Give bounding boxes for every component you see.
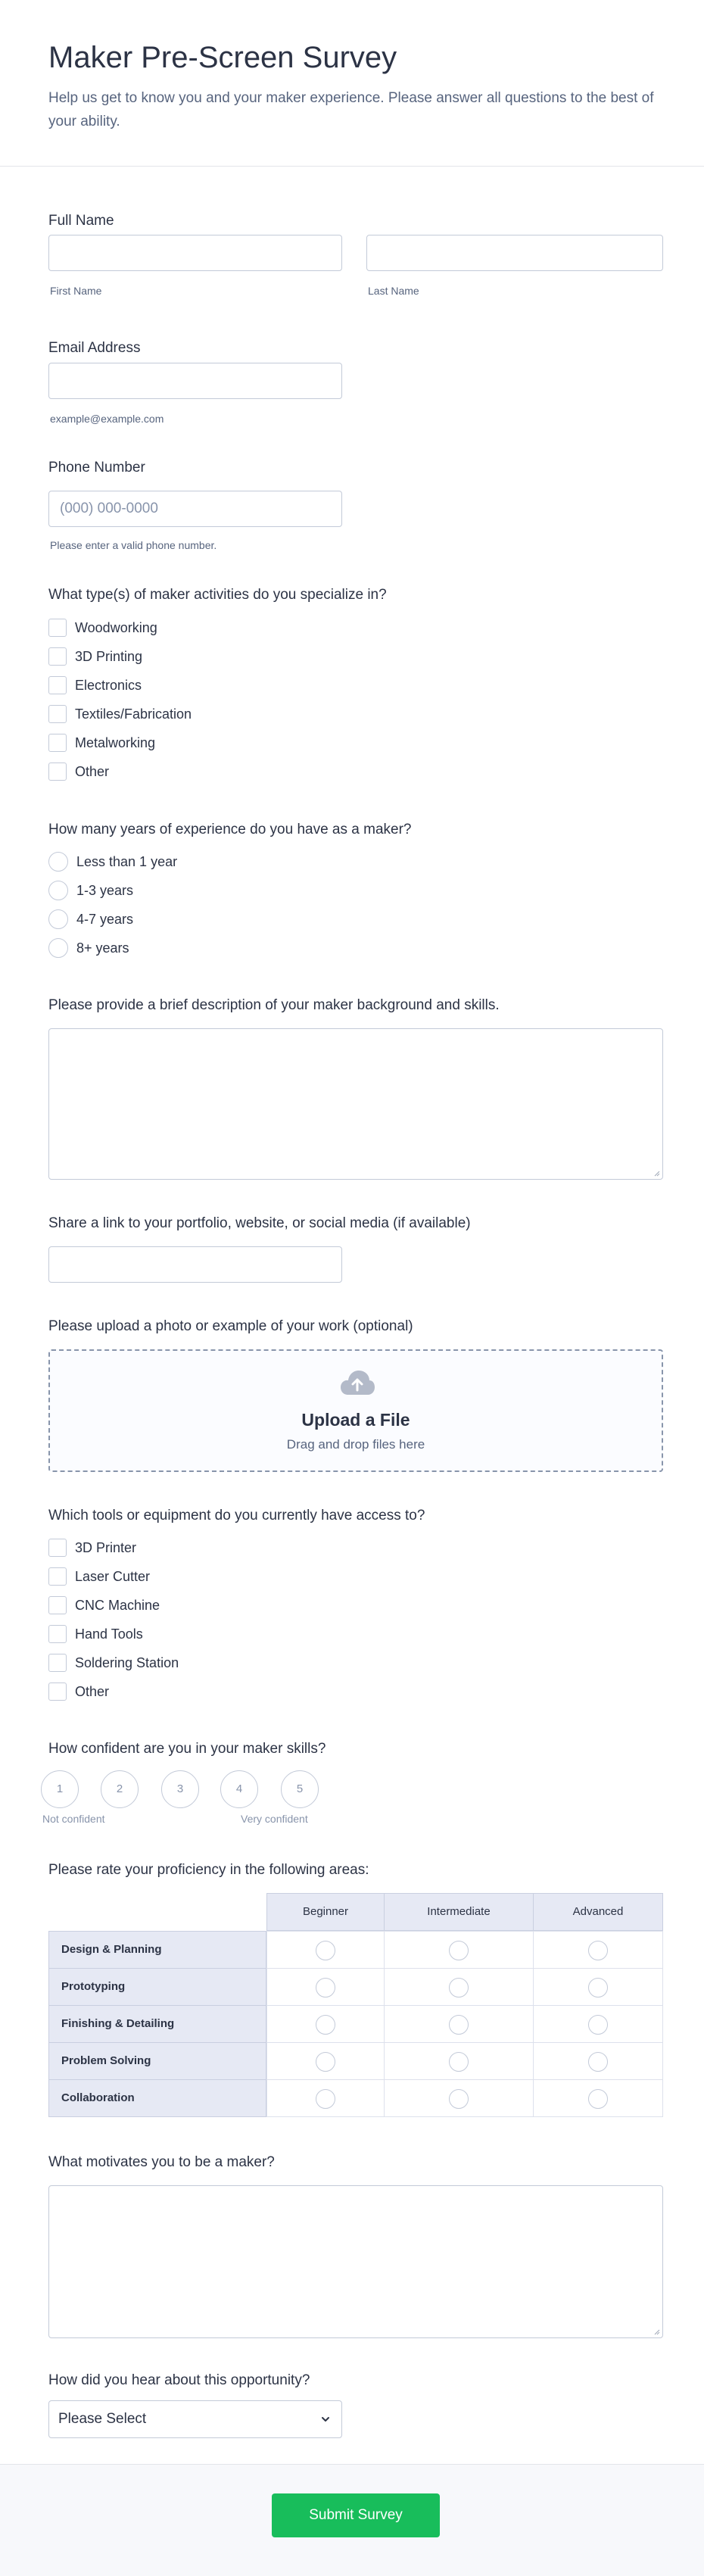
scale-option-1[interactable]: 1: [41, 1770, 79, 1808]
submit-button[interactable]: Submit Survey: [272, 2493, 440, 2537]
activity-option[interactable]: Metalworking: [48, 733, 155, 753]
radio-button[interactable]: [316, 2089, 335, 2109]
tool-option[interactable]: Other: [48, 1682, 109, 1701]
checkbox[interactable]: [48, 1596, 67, 1614]
matrix-column-header: Advanced: [533, 1893, 663, 1931]
page-description: Help us get to know you and your maker experience. Please answer all questions to the best of your ability.: [48, 90, 654, 129]
matrix-cell[interactable]: [266, 1968, 385, 2006]
proficiency-matrix: [48, 1893, 663, 2119]
phone-label: Phone Number: [48, 460, 145, 476]
radio-button[interactable]: [449, 1941, 469, 1960]
checkbox[interactable]: [48, 763, 67, 781]
matrix-row-label: Prototyping: [48, 1968, 266, 2006]
radio-button[interactable]: [316, 2015, 335, 2035]
matrix-cell[interactable]: [266, 2042, 385, 2080]
first-name-sublabel: First Name: [50, 285, 102, 297]
scale-option-3[interactable]: 3: [161, 1770, 199, 1808]
background-textarea[interactable]: [48, 1028, 663, 1180]
form-footer: [0, 2464, 704, 2576]
matrix-cell[interactable]: [533, 2005, 663, 2043]
last-name-sublabel: Last Name: [368, 285, 419, 297]
tool-option[interactable]: 3D Printer: [48, 1538, 136, 1558]
matrix-row-label: Problem Solving: [48, 2042, 266, 2080]
tools-label: Which tools or equipment do you currently have access to?: [48, 1508, 425, 1523]
motivation-label: What motivates you to be a maker?: [48, 2154, 275, 2170]
radio-button[interactable]: [316, 1941, 335, 1960]
source-selected-value: Please Select: [58, 2411, 147, 2427]
phone-sublabel: Please enter a valid phone number.: [50, 539, 217, 551]
matrix-row-label: Design & Planning: [48, 1931, 266, 1969]
scale-option-4[interactable]: 4: [220, 1770, 258, 1808]
matrix-column-header: Beginner: [266, 1893, 385, 1931]
experience-option[interactable]: 1-3 years: [48, 881, 133, 900]
radio-button[interactable]: [48, 852, 68, 872]
matrix-cell[interactable]: [533, 1968, 663, 2006]
checkbox[interactable]: [48, 705, 67, 723]
source-label: How did you hear about this opportunity?: [48, 2372, 310, 2388]
checkbox[interactable]: [48, 1683, 67, 1701]
page-title: Maker Pre-Screen Survey: [48, 41, 397, 74]
experience-option[interactable]: 4-7 years: [48, 909, 133, 929]
checkbox[interactable]: [48, 1625, 67, 1643]
checkbox[interactable]: [48, 1539, 67, 1557]
radio-button[interactable]: [449, 2052, 469, 2072]
file-upload-dropzone[interactable]: [48, 1349, 663, 1472]
cloud-upload-icon: [339, 1368, 375, 1398]
matrix-cell[interactable]: [266, 1931, 385, 1969]
portfolio-input[interactable]: [48, 1246, 342, 1283]
activity-option[interactable]: 3D Printing: [48, 647, 142, 666]
matrix-cell[interactable]: [533, 2079, 663, 2117]
form-header: [0, 0, 704, 167]
matrix-cell[interactable]: [533, 2042, 663, 2080]
matrix-cell[interactable]: [384, 2005, 534, 2043]
checkbox[interactable]: [48, 647, 67, 666]
tool-option[interactable]: Hand Tools: [48, 1624, 143, 1644]
proficiency-label: Please rate your proficiency in the following areas:: [48, 1862, 369, 1878]
source-select[interactable]: [48, 2400, 342, 2438]
radio-button[interactable]: [588, 1978, 608, 1997]
matrix-cell[interactable]: [266, 2079, 385, 2117]
checkbox[interactable]: [48, 619, 67, 637]
activities-label: What type(s) of maker activities do you specialize in?: [48, 587, 387, 603]
radio-button[interactable]: [48, 881, 68, 900]
matrix-row-label: Finishing & Detailing: [48, 2005, 266, 2043]
resize-handle-icon[interactable]: [653, 2328, 660, 2335]
experience-option[interactable]: Less than 1 year: [48, 852, 177, 872]
phone-input[interactable]: (000) 000-0000: [48, 491, 342, 527]
tool-option[interactable]: CNC Machine: [48, 1595, 160, 1615]
email-sublabel: example@example.com: [50, 413, 164, 425]
matrix-cell[interactable]: [384, 2079, 534, 2117]
scale-option-5[interactable]: 5: [281, 1770, 319, 1808]
radio-button[interactable]: [449, 2015, 469, 2035]
confidence-label: How confident are you in your maker skills?: [48, 1741, 326, 1757]
full-name-label: Full Name: [48, 213, 114, 229]
activity-option[interactable]: Woodworking: [48, 618, 157, 638]
matrix-cell[interactable]: [384, 1931, 534, 1969]
radio-button[interactable]: [449, 1978, 469, 1997]
resize-handle-icon[interactable]: [653, 1169, 660, 1177]
scale-high-label: Very confident: [241, 1813, 308, 1825]
experience-option[interactable]: 8+ years: [48, 938, 129, 958]
checkbox[interactable]: [48, 1567, 67, 1586]
motivation-textarea[interactable]: [48, 2185, 663, 2338]
chevron-down-icon: [320, 2414, 331, 2425]
portfolio-label: Share a link to your portfolio, website, or social media (if available): [48, 1215, 471, 1231]
radio-button[interactable]: [588, 2052, 608, 2072]
background-label: Please provide a brief description of your maker background and skills.: [48, 997, 500, 1013]
upload-label: Please upload a photo or example of your work (optional): [48, 1318, 413, 1334]
upload-title: Upload a File: [301, 1410, 410, 1430]
radio-button[interactable]: [316, 1978, 335, 1997]
matrix-cell[interactable]: [384, 1968, 534, 2006]
email-label: Email Address: [48, 340, 141, 356]
matrix-cell[interactable]: [533, 1931, 663, 1969]
activity-option[interactable]: Textiles/Fabrication: [48, 704, 192, 724]
first-name-input[interactable]: [48, 235, 342, 271]
radio-button[interactable]: [588, 1941, 608, 1960]
radio-button[interactable]: [588, 2089, 608, 2109]
checkbox[interactable]: [48, 1654, 67, 1672]
tool-option[interactable]: Soldering Station: [48, 1653, 179, 1673]
matrix-row-label: Collaboration: [48, 2079, 266, 2117]
last-name-input[interactable]: [366, 235, 663, 271]
email-input[interactable]: [48, 363, 342, 399]
radio-button[interactable]: [48, 909, 68, 929]
activity-option[interactable]: Other: [48, 762, 109, 781]
radio-button[interactable]: [48, 938, 68, 958]
matrix-cell[interactable]: [384, 2042, 534, 2080]
experience-label: How many years of experience do you have as a maker?: [48, 822, 412, 837]
activity-option[interactable]: Electronics: [48, 675, 142, 695]
matrix-cell[interactable]: [266, 2005, 385, 2043]
radio-button[interactable]: [316, 2052, 335, 2072]
checkbox[interactable]: [48, 734, 67, 752]
checkbox[interactable]: [48, 676, 67, 694]
scale-low-label: Not confident: [42, 1813, 105, 1825]
radio-button[interactable]: [588, 2015, 608, 2035]
radio-button[interactable]: [449, 2089, 469, 2109]
tool-option[interactable]: Laser Cutter: [48, 1567, 150, 1586]
matrix-column-header: Intermediate: [384, 1893, 534, 1931]
scale-option-2[interactable]: 2: [101, 1770, 139, 1808]
upload-subtitle: Drag and drop files here: [286, 1437, 425, 1452]
